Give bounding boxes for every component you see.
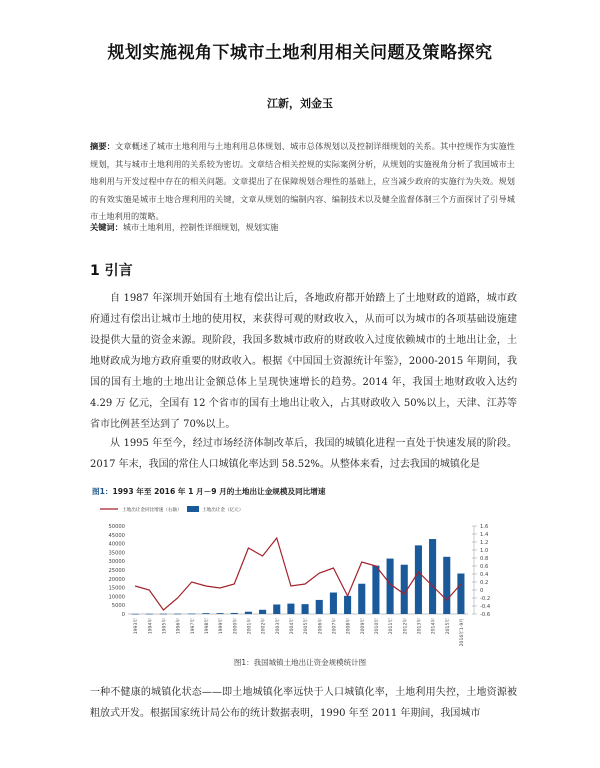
y-right-tick-label: 1.0 bbox=[480, 548, 489, 554]
figure-title-number: 图1： bbox=[92, 487, 113, 496]
x-tick-label: 2000年 bbox=[233, 618, 239, 635]
x-tick-label: 2008年 bbox=[346, 618, 352, 635]
bar bbox=[273, 604, 280, 614]
y-right-tick-label: -0.6 bbox=[480, 612, 491, 618]
bar bbox=[316, 600, 323, 614]
x-tick-label: 2003年 bbox=[275, 618, 281, 635]
y-left-tick-label: 0 bbox=[121, 612, 125, 618]
y-right-tick-label: 1.4 bbox=[480, 532, 489, 538]
bar bbox=[358, 584, 365, 614]
x-tick-label: 1996年 bbox=[176, 618, 182, 635]
keywords bbox=[90, 222, 515, 233]
abstract-text: 文章概述了城市土地利用与土地利用总体规划、城市总体规划以及控制详细规划的关系。其中控规作为实施性规划，其与城市土地利用的关系较为密切。文章结合相关控规的实际案例分析，从规划的实施视角分析了我国城市土地利用与开发过程中存在的相关问题。文章提出了在保障规划合理性的基础上，应当减少政府的实施行为失效。规划的有效实施是城市土地合理利用的关键，文章从规划的编制内容、编制技术以及健全监督体制三个方面探讨了引导城市土地利用的策略。 bbox=[90, 141, 515, 221]
growth-line bbox=[135, 538, 461, 610]
y-left-tick-label: 10000 bbox=[108, 594, 125, 601]
x-tick-label: 2005年 bbox=[304, 618, 310, 635]
keywords-text: 城市土地利用，控制性详细规划，规划实施 bbox=[122, 222, 279, 232]
x-tick-label: 2001年 bbox=[247, 618, 253, 635]
abstract bbox=[90, 138, 515, 226]
y-left-tick-label: 30000 bbox=[108, 559, 125, 566]
authors: 江新，刘金玉 bbox=[267, 97, 333, 110]
abstract-label: 摘要： bbox=[90, 141, 116, 151]
bar bbox=[174, 614, 181, 615]
bar bbox=[217, 613, 224, 614]
bar bbox=[372, 566, 379, 614]
x-tick-label: 1993年 bbox=[134, 618, 140, 635]
paragraph: 一种不健康的城镇化状态——即土地城镇化率远快于人口城镇化率，土地利用失控，土地资源被粗放式开发。根据国家统计局公布的统计数据表明，1990 年至 2011 年期间，我国城市 bbox=[90, 687, 517, 719]
paragraph: 自 1987 年深圳开始国有土地有偿出让后，各地政府都开始踏上了土地财政的道路，城市政府通过有偿出让城市土地的使用权，来获得可观的财政收入，从而可以为城市的各项基础设施建设提供大量的资金来源。现阶段，我国多数城市政府的财政收入过度依赖城市的土地出让金，土地财政成为地方政府重要的财政收入。根据《中国国土资源统计年鉴》，2000-2015 年期间，我国的国有土地的土地出让金额总体上呈现快速增长的趋势。2014 年，我国土地财政收入达约 4.29 万 亿元，全国有 12 个省市的国有土地出让收入，占其财政收入 50%以上，天津、江苏等省市比例甚至达到了 70%以上。 bbox=[90, 293, 517, 430]
legend-label: 土地出让金（亿元） bbox=[202, 508, 244, 513]
section-heading: 1 引言 bbox=[90, 263, 133, 279]
bar bbox=[188, 614, 195, 615]
y-right-tick-label: -0.4 bbox=[480, 604, 491, 610]
paper-title: 规划实施视角下城市土地利用相关问题及策略探究 bbox=[107, 43, 493, 63]
bar bbox=[132, 614, 139, 615]
land-revenue-chart bbox=[92, 498, 517, 654]
y-right-tick-label: 0.6 bbox=[480, 564, 489, 570]
figure-land-revenue bbox=[92, 486, 517, 654]
x-tick-label: 2013年 bbox=[417, 618, 423, 635]
y-left-tick-label: 45000 bbox=[108, 532, 125, 539]
x-tick-label: 2015年 bbox=[445, 618, 451, 635]
y-left-tick-label: 15000 bbox=[108, 585, 125, 592]
bar bbox=[457, 574, 464, 614]
y-right-tick-label: 0 bbox=[480, 588, 484, 594]
bar bbox=[245, 612, 252, 614]
x-tick-label: 2004年 bbox=[289, 618, 295, 635]
x-tick-label: 1997年 bbox=[190, 618, 196, 635]
x-tick-label: 1998年 bbox=[204, 618, 210, 635]
bar bbox=[415, 545, 422, 614]
y-left-tick-label: 5000 bbox=[111, 603, 125, 610]
bar bbox=[443, 557, 450, 614]
x-tick-label: 2016年1-9月 bbox=[459, 618, 465, 647]
bar bbox=[287, 604, 294, 614]
y-right-tick-label: 1.2 bbox=[480, 540, 489, 546]
x-tick-label: 1994年 bbox=[148, 618, 154, 635]
y-right-tick-label: 0.2 bbox=[480, 580, 489, 586]
bar bbox=[146, 614, 153, 615]
y-left-tick-label: 25000 bbox=[108, 568, 125, 574]
x-tick-label: 2002年 bbox=[261, 618, 267, 635]
bar bbox=[344, 596, 351, 614]
bar bbox=[302, 604, 309, 614]
y-left-tick-label: 35000 bbox=[108, 550, 125, 557]
bar bbox=[160, 614, 167, 615]
y-left-tick-label: 50000 bbox=[108, 524, 125, 530]
x-tick-label: 2007年 bbox=[332, 618, 338, 635]
paragraph: 从 1995 年至今，经过市场经济体制改革后，我国的城镇化进程一直处于快速发展的阶段。2017 年末，我国的常住人口城镇化率达到 58.52%。从整体来看，过去我国的城镇化是 bbox=[90, 438, 517, 470]
y-right-tick-label: 0.4 bbox=[480, 572, 489, 578]
y-left-tick-label: 20000 bbox=[108, 576, 125, 583]
x-tick-label: 2012年 bbox=[403, 618, 409, 635]
figure-title bbox=[92, 486, 517, 498]
x-tick-label: 2011年 bbox=[389, 618, 395, 635]
bar bbox=[330, 593, 337, 614]
y-right-tick-label: 1.6 bbox=[480, 524, 489, 530]
bar bbox=[259, 610, 266, 614]
y-right-tick-label: 0.8 bbox=[480, 556, 489, 562]
y-right-tick-label: -0.2 bbox=[480, 596, 491, 602]
x-tick-label: 1995年 bbox=[162, 618, 168, 635]
x-tick-label: 2006年 bbox=[318, 618, 324, 635]
x-tick-label: 2009年 bbox=[360, 618, 366, 635]
keywords-label: 关键词： bbox=[90, 222, 123, 232]
legend-bar-swatch bbox=[187, 506, 199, 512]
x-tick-label: 2010年 bbox=[374, 618, 380, 635]
figure-caption: 图1：我国城镇土地出让资金规模统计图 bbox=[233, 658, 367, 667]
x-tick-label: 1999年 bbox=[219, 618, 225, 635]
figure-title-text: 1993 年至 2016 年 1 月－9 月的土地出让金规模及同比增速 bbox=[112, 487, 326, 496]
bar bbox=[202, 613, 209, 614]
bar bbox=[429, 539, 436, 614]
bar bbox=[231, 613, 238, 614]
x-tick-label: 2014年 bbox=[431, 618, 437, 635]
y-left-tick-label: 40000 bbox=[108, 541, 125, 548]
legend-label: 土地出让金同比增速（右轴） bbox=[122, 508, 182, 513]
